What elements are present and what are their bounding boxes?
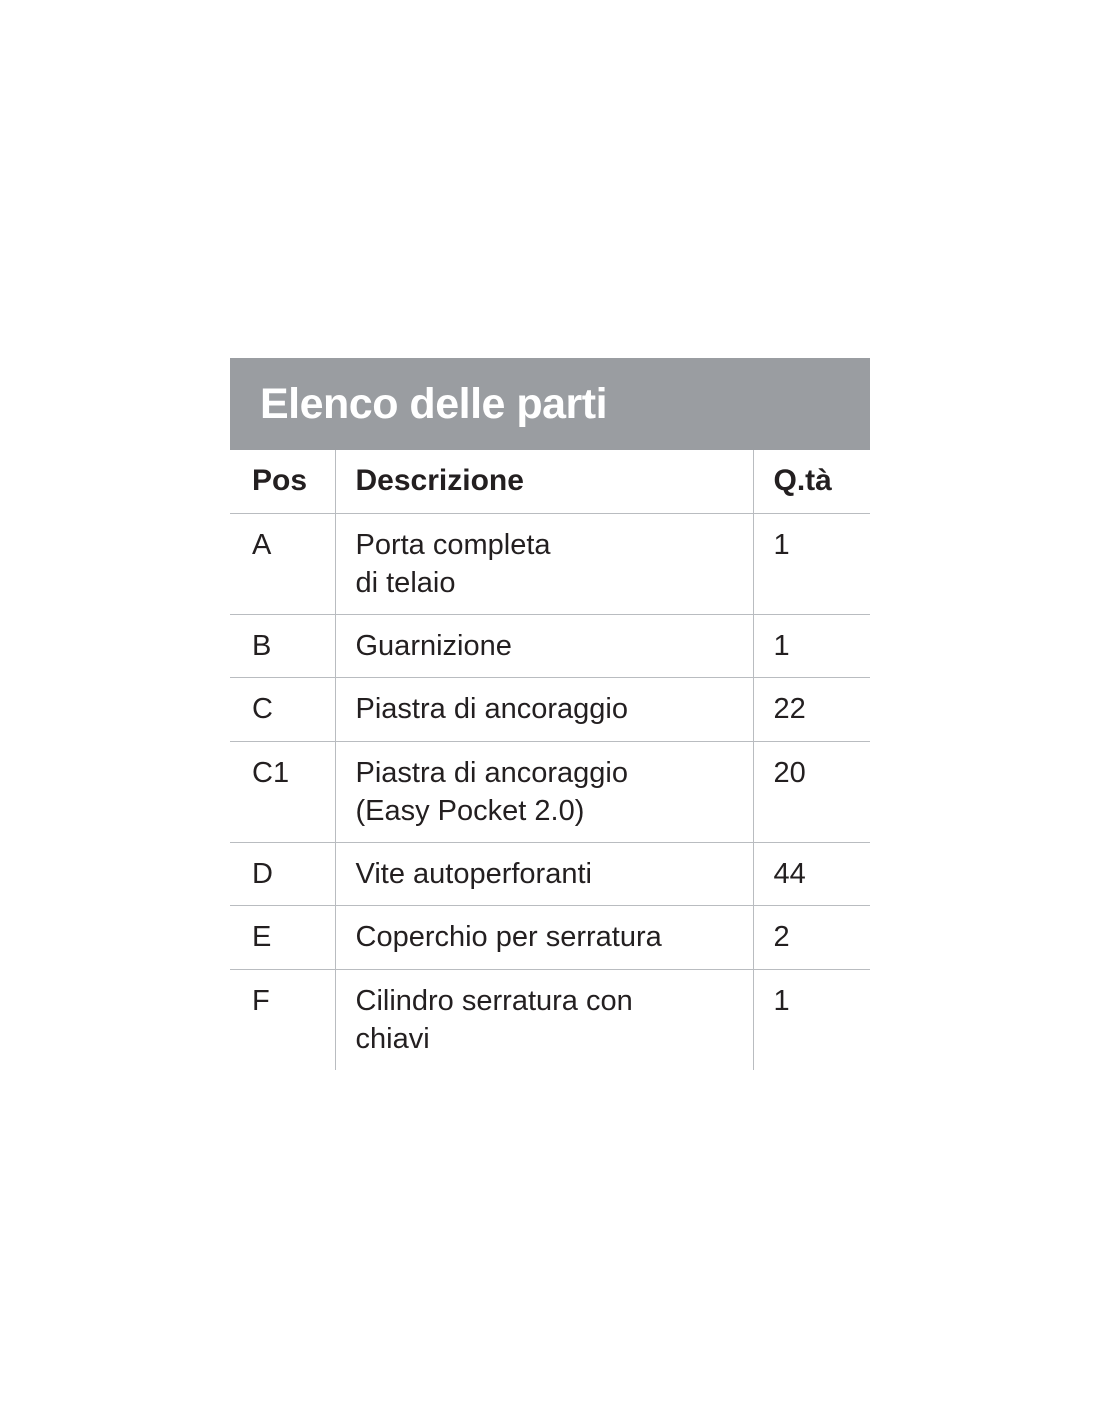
description-line-1: Porta completa: [355, 528, 551, 561]
cell-quantity: 2: [753, 906, 870, 969]
parts-table: [230, 450, 870, 1070]
parts-list-header: [230, 358, 870, 450]
description-line-2: chiavi: [355, 1022, 430, 1055]
table-row: [230, 969, 870, 1070]
cell-pos: B: [230, 615, 335, 678]
cell-description: [335, 678, 753, 741]
cell-quantity: 20: [753, 741, 870, 843]
cell-pos: D: [230, 843, 335, 906]
column-header-descrizione: Descrizione: [335, 450, 753, 513]
cell-description: [335, 741, 753, 843]
table-row: [230, 678, 870, 741]
cell-pos: C1: [230, 741, 335, 843]
column-header-quantita: Q.tà: [753, 450, 870, 513]
cell-pos: E: [230, 906, 335, 969]
table-row: [230, 906, 870, 969]
table-header-row: [230, 450, 870, 513]
column-header-pos: Pos: [230, 450, 335, 513]
cell-description: [335, 969, 753, 1070]
cell-description: [335, 843, 753, 906]
description-line-1: Piastra di ancoraggio: [355, 693, 628, 726]
cell-quantity: 44: [753, 843, 870, 906]
cell-description: [335, 906, 753, 969]
table-header: [230, 450, 870, 513]
cell-pos: F: [230, 969, 335, 1070]
cell-quantity: 1: [753, 615, 870, 678]
cell-quantity: 1: [773, 984, 790, 1017]
description-line-1: Cilindro serratura con: [355, 984, 633, 1017]
parts-list-panel: [230, 358, 870, 1070]
table-row: [230, 615, 870, 678]
cell-description: [335, 513, 753, 615]
description-line-2: di telaio: [355, 566, 456, 599]
table-row: [230, 741, 870, 843]
cell-pos: A: [230, 513, 335, 615]
cell-pos: C: [230, 678, 335, 741]
table-row: [230, 843, 870, 906]
description-line-1: Guarnizione: [355, 630, 512, 663]
cell-quantity: 22: [753, 678, 870, 741]
description-line-1: Vite autoperforanti: [355, 858, 592, 891]
page-title: Elenco delle parti: [260, 379, 608, 428]
table-row: [230, 513, 870, 615]
description-line-1: Coperchio per serratura: [355, 921, 662, 954]
cell-quantity: 1: [753, 513, 870, 615]
description-line-1: Piastra di ancoraggio: [355, 756, 628, 789]
table-body: [230, 513, 870, 1070]
description-line-2: (Easy Pocket 2.0): [355, 794, 585, 827]
cell-description: [335, 615, 753, 678]
